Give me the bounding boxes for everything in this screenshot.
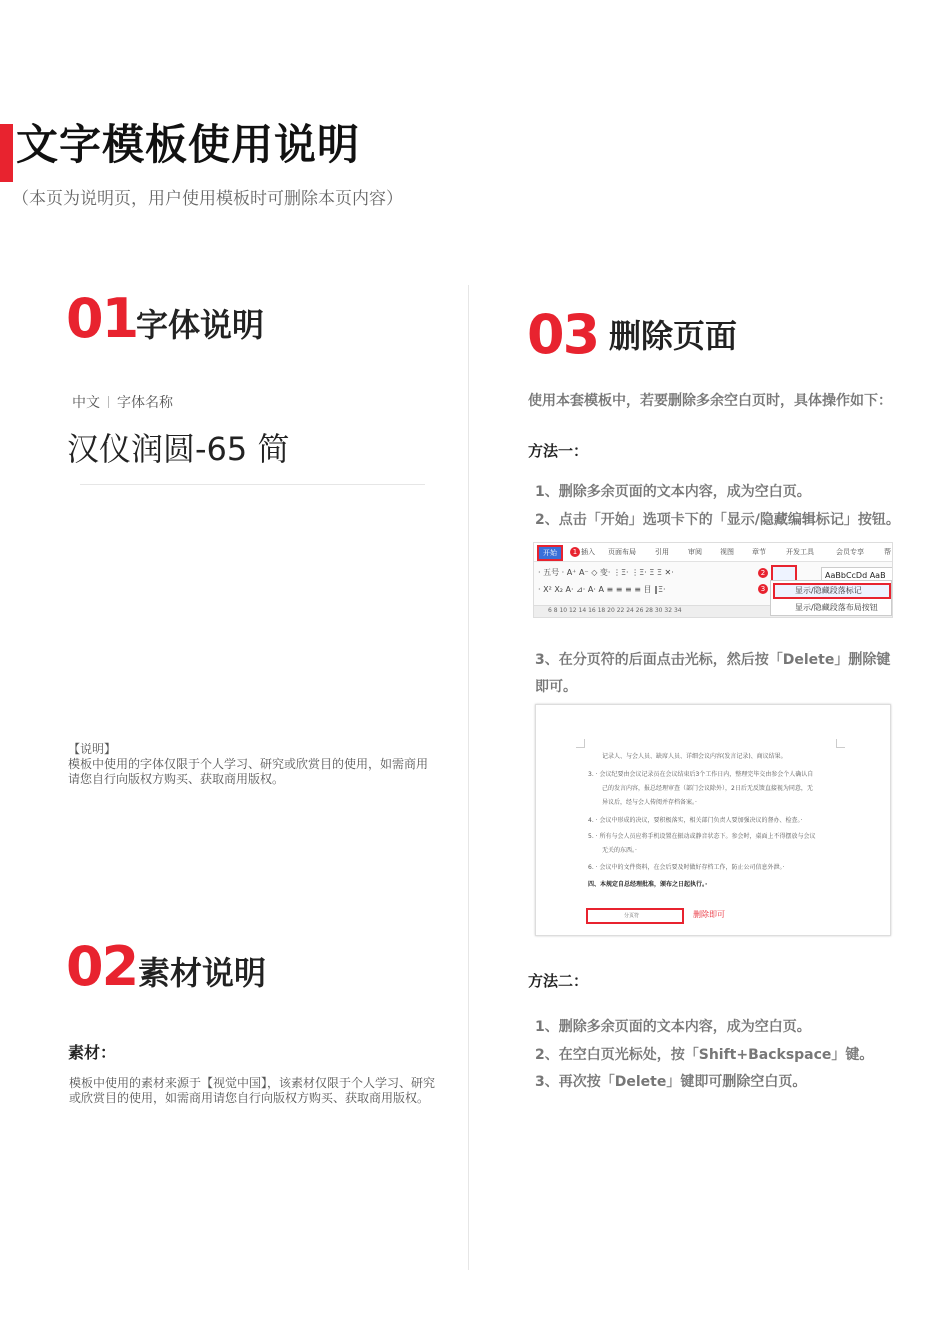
section-02-title: 素材说明 xyxy=(138,954,267,992)
font-name: 汉仪润圆-65 简 xyxy=(67,430,290,468)
page-break-marker xyxy=(586,908,684,924)
section-02-number: 02 xyxy=(66,935,138,998)
ribbon-tabs xyxy=(534,543,892,562)
ribbon-tab-references: 引用 xyxy=(655,548,669,556)
ribbon-tab-member: 会员专享 xyxy=(836,548,864,556)
method-1-title: 方法一： xyxy=(528,442,589,460)
doc-line: 3. · 会议纪要由会议记录员在会议结束后3个工作日内，整理完毕交由参会个人确认自 xyxy=(588,771,814,778)
ribbon-row-1: · 五号 · A⁺ A⁻ ◇ 变· ⋮Ξ· ⋮Ξ· Ξ Ξ ✕· xyxy=(538,568,674,577)
method-1-step-1: 1、删除多余页面的文本内容，成为空白页。 xyxy=(535,484,811,500)
method-2-step-3: 3、再次按「Delete」键即可删除空白页。 xyxy=(535,1074,807,1090)
section-03-title: 删除页面 xyxy=(609,317,738,355)
font-note xyxy=(68,742,430,787)
document-screenshot xyxy=(535,704,891,936)
step-badge-3: 3 xyxy=(758,584,768,594)
ribbon-tab-layout: 页面布局 xyxy=(608,548,636,556)
doc-line: 己的发言内容，报总经理审查（部门会议除外），2日后无反馈直接视为同意，无 xyxy=(602,785,813,792)
section-03-number: 03 xyxy=(527,303,599,366)
ribbon-tab-start: 开始 xyxy=(537,545,563,561)
method-1-step-3: 3、在分页符的后面点击光标，然后按「Delete」删除键 xyxy=(535,652,891,668)
page-title: 文字模板使用说明 xyxy=(16,120,361,169)
ribbon-row-2: · X² X₂ A· ⊿· A· A ≡ ≡ ≡ ≡ 目 ‖Ξ· xyxy=(538,585,666,594)
doc-line: 6. · 会议中的文件资料，在会后要及时做好存档工作，防止公司信息外泄。· xyxy=(588,864,785,871)
font-meta-label: 字体名称 xyxy=(117,395,173,411)
ruler-ticks: 6 8 10 12 14 16 18 20 22 24 26 28 30 32 34 xyxy=(548,607,682,614)
method-2-title: 方法二： xyxy=(528,972,589,990)
doc-line: 异议后，经与会人传阅并存档备案。· xyxy=(602,799,697,806)
ribbon-tab-chapter: 章节 xyxy=(752,548,766,556)
section-01-title: 字体说明 xyxy=(136,306,265,344)
delete-intro: 使用本套模板中，若要删除多余空白页时，具体操作如下： xyxy=(528,393,892,409)
style-preview-text: AaBbCcDd AaB xyxy=(825,571,886,580)
margin-corner-left xyxy=(576,739,585,748)
ribbon-tab-view: 视图 xyxy=(720,548,734,556)
font-meta-language: 中文 xyxy=(72,395,100,411)
doc-line: 无关的东西。· xyxy=(602,847,637,854)
method-1-step-2: 2、点击「开始」选项卡下的「显示/隐藏编辑标记」按钮。 xyxy=(535,512,900,528)
title-accent-bar xyxy=(0,124,13,182)
ribbon-tab-review: 审阅 xyxy=(688,548,702,556)
dropdown-item-show-marks: 显示/隐藏段落标记 xyxy=(795,586,862,595)
column-divider xyxy=(468,285,469,1270)
material-body: 模板中使用的素材来源于【视觉中国】，该素材仅限于个人学习、研究或欣赏目的使用，如需商用请您自行向版权方购买、获取商用版权。 xyxy=(69,1076,436,1105)
font-note-title: 【说明】 xyxy=(68,742,117,756)
doc-line: 记录人、与会人员、缺席人员、详细会议内容(发言记录)、商议结果。 xyxy=(602,753,787,760)
font-note-body: 模板中使用的字体仅限于个人学习、研究或欣赏目的使用，如需商用请您自行向版权方购买、获取商用版权。 xyxy=(68,757,429,786)
step-badge-1: 1 xyxy=(570,547,580,557)
step-badge-2: 2 xyxy=(758,568,768,578)
font-meta xyxy=(72,392,173,412)
font-divider xyxy=(80,484,425,485)
method-1-step-3-cont: 即可。 xyxy=(535,679,577,695)
page-break-label: 分页符 xyxy=(624,913,640,919)
margin-corner-right xyxy=(836,739,845,748)
material-label: 素材： xyxy=(68,1043,117,1062)
page-subtitle: （本页为说明页，用户使用模板时可删除本页内容） xyxy=(12,189,403,209)
delete-hint: 删除即可 xyxy=(693,910,725,919)
show-hide-dropdown xyxy=(770,580,892,616)
dropdown-item-layout-buttons: 显示/隐藏段落布局按钮 xyxy=(795,603,878,612)
ribbon-tab-insert: 插入 xyxy=(581,548,595,556)
method-2-step-1: 1、删除多余页面的文本内容，成为空白页。 xyxy=(535,1019,811,1035)
doc-line: 5. · 所有与会人员应将手机设置在振动或静音状态下。参会时，桌面上不得摆放与会议 xyxy=(588,833,816,840)
ribbon-tab-developer: 开发工具 xyxy=(786,548,814,556)
doc-bold-line: 四、本规定自总经理批准，颁布之日起执行。· xyxy=(588,881,708,888)
meta-separator xyxy=(108,396,109,408)
ribbon-tab-help: 帮 xyxy=(884,548,891,556)
section-01-number: 01 xyxy=(66,287,138,350)
method-2-step-2: 2、在空白页光标处，按「Shift+Backspace」键。 xyxy=(535,1047,874,1063)
doc-line: 4. · 会议中形成的决议，要积极落实，相关部门负责人要加强决议的督办、检查。· xyxy=(588,817,803,824)
